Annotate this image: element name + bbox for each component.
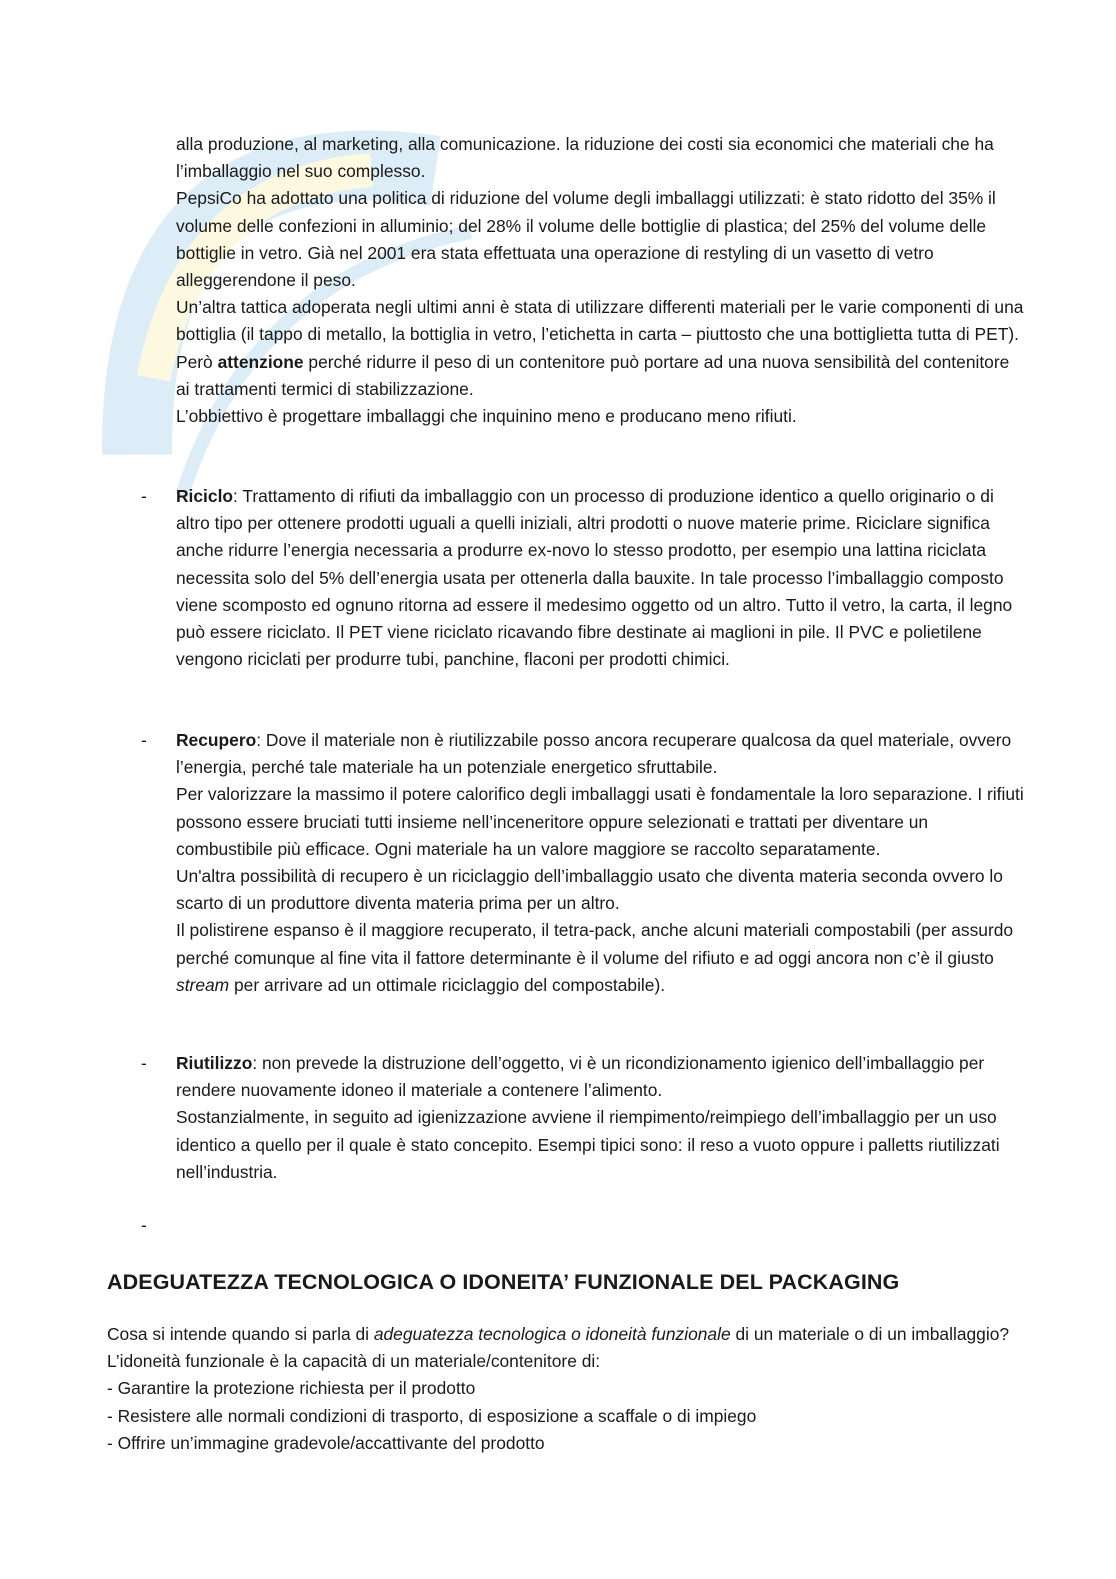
outro-item-2: - Resistere alle normali condizioni di trasporto, di esposizione a scaffale o di impiego xyxy=(107,1405,757,1426)
bullet-riutilizzo xyxy=(176,1050,1026,1186)
attention-bold: attenzione xyxy=(217,351,304,372)
bullet-marker-riutilizzo: - xyxy=(141,1053,147,1073)
outro-item-1: - Garantire la protezione richiesta per il prodotto xyxy=(107,1378,476,1399)
recupero-stream-italic: stream xyxy=(176,974,230,995)
section-heading: ADEGUATEZZA TECNOLOGICA O IDONEITA’ FUNZIONALE DEL PACKAGING xyxy=(107,1270,900,1294)
bullet-riciclo xyxy=(176,483,1026,673)
recupero-para-4-after: per arrivare ad un ottimale riciclaggio del compostabile). xyxy=(229,974,666,995)
outro-question xyxy=(107,1321,1027,1375)
recupero-paragraph xyxy=(176,727,1026,781)
outro-block xyxy=(107,1321,1027,1457)
outro-q-after: di un materiale o di un imballaggio? L’idoneità funzionale è la capacità di un materiale/contenitore di: xyxy=(107,1324,1010,1372)
bullet-recupero xyxy=(176,727,1026,999)
bullet-marker-riciclo: - xyxy=(141,486,147,506)
attention-rest: perché ridurre il peso di un contenitore può portare ad una nuova sensibilità del contenitore ai trattamenti termici di stabilizzazione. xyxy=(176,351,1010,399)
bullet-marker-empty: - xyxy=(141,1215,147,1235)
outro-item-3: - Offrire un’immagine gradevole/accattivante del prodotto xyxy=(107,1432,545,1453)
outro-q-before: Cosa si intende quando si parla di xyxy=(107,1324,374,1344)
recupero-text: : Dove il materiale non è riutilizzabile posso ancora recuperare qualcosa da quel materiale, ovvero l’energia, perché tale materiale ha un potenziale energetico sfruttabile. xyxy=(176,730,1012,778)
recupero-term: Recupero xyxy=(176,730,257,750)
attention-prefix: Però xyxy=(176,351,218,372)
riciclo-term: Riciclo xyxy=(176,486,234,506)
intro-line-1: alla produzione, al marketing, alla comunicazione. la riduzione dei costi sia economici che materiali che ha l’imballaggio nel suo complesso. xyxy=(176,134,994,182)
bullet-marker-recupero: - xyxy=(141,730,147,750)
riutilizzo-term: Riutilizzo xyxy=(176,1053,253,1073)
riutilizzo-para-2: Sostanzialmente, in seguito ad igienizzazione avviene il riempimento/reimpiego dell’imballaggio per un uso identico a quello per il quale è stato concepito. Esempi tipici sono: il reso a vuoto oppure i palletts riutilizzati nell’industria. xyxy=(176,1107,1000,1182)
riutilizzo-paragraph xyxy=(176,1050,1026,1104)
intro-line-2: PepsiCo ha adottato una politica di riduzione del volume degli imballaggi utilizzati: è stato ridotto del 35% il volume delle confezioni in alluminio; del 28% il volume delle bottiglie di plastica; del 25% del volume delle bottiglie in vetro. Già nel 2001 era stata effettuata una operazione di restyling di un vasetto di vetro alleggerendone il peso. xyxy=(176,188,996,291)
recupero-para-4 xyxy=(176,917,1026,999)
recupero-para-2: Per valorizzare la massimo il potere calorifico degli imballaggi usati è fondamentale la loro separazione. I rifiuti possono essere bruciati tutti insieme nell’inceneritore oppure selezionati e trattati per diventare un combustibile più efficace. Ogni materiale ha un valore maggiore se raccolto separatamente. xyxy=(176,784,1024,859)
attention-paragraph xyxy=(176,349,1026,403)
goal-line: L’obbiettivo è progettare imballaggi che inquinino meno e producano meno rifiuti. xyxy=(176,406,797,427)
riutilizzo-text: : non prevede la distruzione dell’oggetto, vi è un ricondizionamento igienico dell’imballaggio per rendere nuovamente idoneo il materiale a contenere l’alimento. xyxy=(176,1053,985,1101)
outro-q-italic: adeguatezza tecnologica o idoneità funzionale xyxy=(373,1324,731,1344)
intro-line-3: Un’altra tattica adoperata negli ultimi anni è stata di utilizzare differenti materiali per le varie componenti di una bottiglia (il tappo di metallo, la bottiglia in vetro, l’etichetta in carta – piuttosto che una bottiglietta tutta di PET). xyxy=(176,297,1024,345)
intro-block xyxy=(176,131,1026,430)
recupero-para-4-before: Il polistirene espanso è il maggiore recuperato, il tetra-pack, anche alcuni materiali compostabili (per assurdo perché comunque al fine vita il fattore determinante è il volume del rifiuto e ad oggi ancora non c’è il giusto xyxy=(176,920,1014,968)
recupero-para-3: Un'altra possibilità di recupero è un riciclaggio dell’imballaggio usato che diventa materia seconda ovvero lo scarto di un produttore diventa materia prima per un altro. xyxy=(176,866,1003,914)
riciclo-paragraph xyxy=(176,483,1026,673)
riciclo-text: : Trattamento di rifiuti da imballaggio con un processo di produzione identico a quello originario o di altro tipo per ottenere prodotti uguali a quelli iniziali, altri prodotti o nuove materie prime. Riciclare significa anche ridurre l’energia necessaria a produrre ex-novo lo stesso prodotto, per esempio una lattina riciclata necessita solo del 5% dell’energia usata per ottenerla dalla bauxite. In tale processo l’imballaggio composto viene scomposto ed ognuno ritorna ad essere il medesimo oggetto od un altro. Tutto il vetro, la carta, il legno può essere riciclato. Il PET viene riciclato ricavando fibre destinate ai maglioni in pile. Il PVC e polietilene vengono riciclati per produrre tubi, panchine, flaconi per prodotti chimici. xyxy=(176,486,1013,670)
